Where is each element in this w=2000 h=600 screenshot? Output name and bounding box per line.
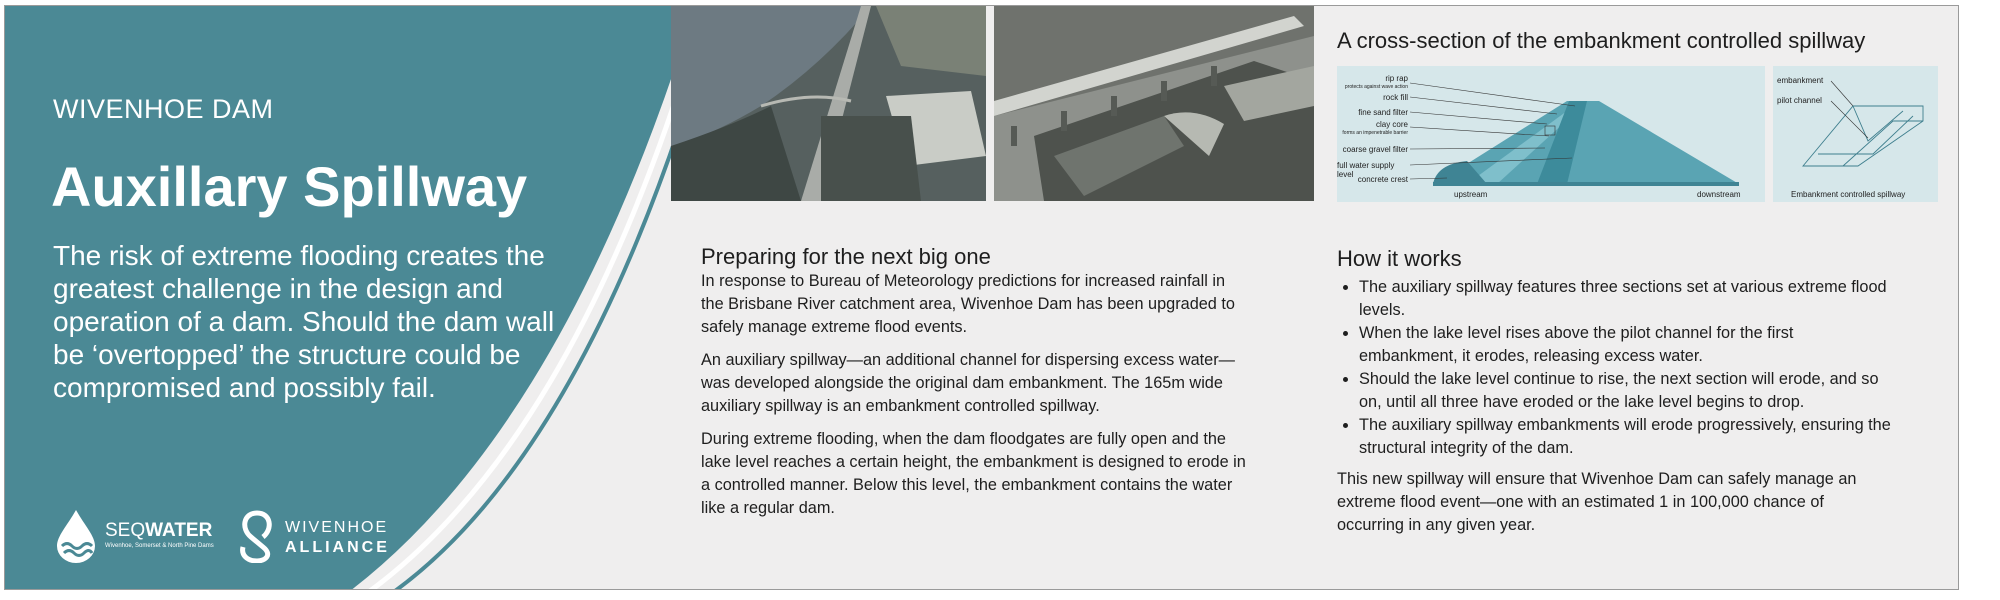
label-full-water-supply-level: full water supply level <box>1337 161 1395 179</box>
label-fine-sand-filter: fine sand filter <box>1358 108 1408 117</box>
seqwater-name-light: SEQ <box>105 520 146 541</box>
label-upstream: upstream <box>1454 190 1488 199</box>
alliance-loop-icon <box>233 509 281 563</box>
aerial-photo-spillway <box>994 6 1314 201</box>
label-rip-rap: rip rap <box>1385 74 1408 83</box>
aerial-photo-dam <box>671 6 986 201</box>
water-drop-icon <box>53 508 99 564</box>
alliance-line2: ALLIANCE <box>285 539 390 556</box>
preparing-paragraph-2: An auxiliary spillway—an additional channel for dispersing excess water—was developed alongside the original dam embankment. The 165m wide auxiliary spillway is an embankment controlled spillway. <box>701 351 1235 415</box>
label-coarse-gravel-filter: coarse gravel filter <box>1342 145 1408 154</box>
label-downstream: downstream <box>1697 190 1741 199</box>
seqwater-tagline: Wivenhoe, Somerset & North Pine Dams <box>105 543 214 549</box>
section-how-heading: How it works <box>1337 246 1462 271</box>
label-clay-core-note: forms an impenetrable barrier <box>1342 130 1408 136</box>
intro-text: The risk of extreme flooding creates the greatest challenge in the design and operation of a dam. Should the dam wall be ‘overtopped’ the structure could be compromised and possibly fail. <box>53 240 555 403</box>
side-diagram-caption: Embankment controlled spillway <box>1791 190 1906 199</box>
label-pilot-channel: pilot channel <box>1777 96 1822 105</box>
seqwater-logo <box>53 506 243 566</box>
spillway-side-diagram <box>1773 66 1938 202</box>
sign-board <box>4 5 1959 590</box>
how-bullet-1: • The auxiliary spillway features three sections set at various extreme flood levels. <box>1359 276 1892 322</box>
preparing-paragraph-3: During extreme flooding, when the dam floodgates are fully open and the lake level reaches a certain height, the embankment is designed to erode in a controlled manner. Below this level, the embankment contains the water like a regular dam. <box>701 430 1246 517</box>
label-embankment: embankment <box>1777 76 1824 85</box>
cross-section-title: A cross-section of the embankment controlled spillway <box>1337 28 1866 53</box>
label-concrete-crest: concrete crest <box>1357 175 1408 184</box>
section-preparing-heading: Preparing for the next big one <box>701 244 991 269</box>
how-bullet-3: • Should the lake level continue to rise, the next section will erode, and so on, until all three have eroded or the lake level begins to drop. <box>1359 368 1892 414</box>
label-rip-rap-note: protects against wave action <box>1344 84 1408 90</box>
preparing-paragraph-1: In response to Bureau of Meteorology predictions for increased rainfall in the Brisbane River catchment area, Wivenhoe Dam has been upgraded to safely manage extreme flood events. <box>701 272 1235 336</box>
label-rock-fill: rock fill <box>1383 93 1408 102</box>
how-closing-paragraph: This new spillway will ensure that Wivenhoe Dam can safely manage an extreme flood event—one with an estimated 1 in 100,000 chance of occurring in any given year. <box>1337 470 1857 534</box>
wivenhoe-alliance-logo <box>233 509 403 565</box>
label-clay-core: clay core <box>1375 120 1408 129</box>
section-how-it-works <box>1337 246 1892 547</box>
page-title: Auxillary Spillway <box>51 155 528 218</box>
how-bullet-2: • When the lake level rises above the pilot channel for the first embankment, it erodes, releasing excess water. <box>1359 322 1892 368</box>
seqwater-name-bold: WATER <box>145 520 213 541</box>
alliance-line1: WIVENHOE <box>285 519 389 536</box>
how-bullet-list <box>1337 276 1892 460</box>
section-preparing <box>701 244 1246 530</box>
eyebrow-label: WIVENHOE DAM <box>53 94 274 124</box>
cross-section-diagram <box>1337 66 1765 202</box>
how-bullet-4: • The auxiliary spillway embankments will erode progressively, ensuring the structural integrity of the dam. <box>1359 414 1892 460</box>
